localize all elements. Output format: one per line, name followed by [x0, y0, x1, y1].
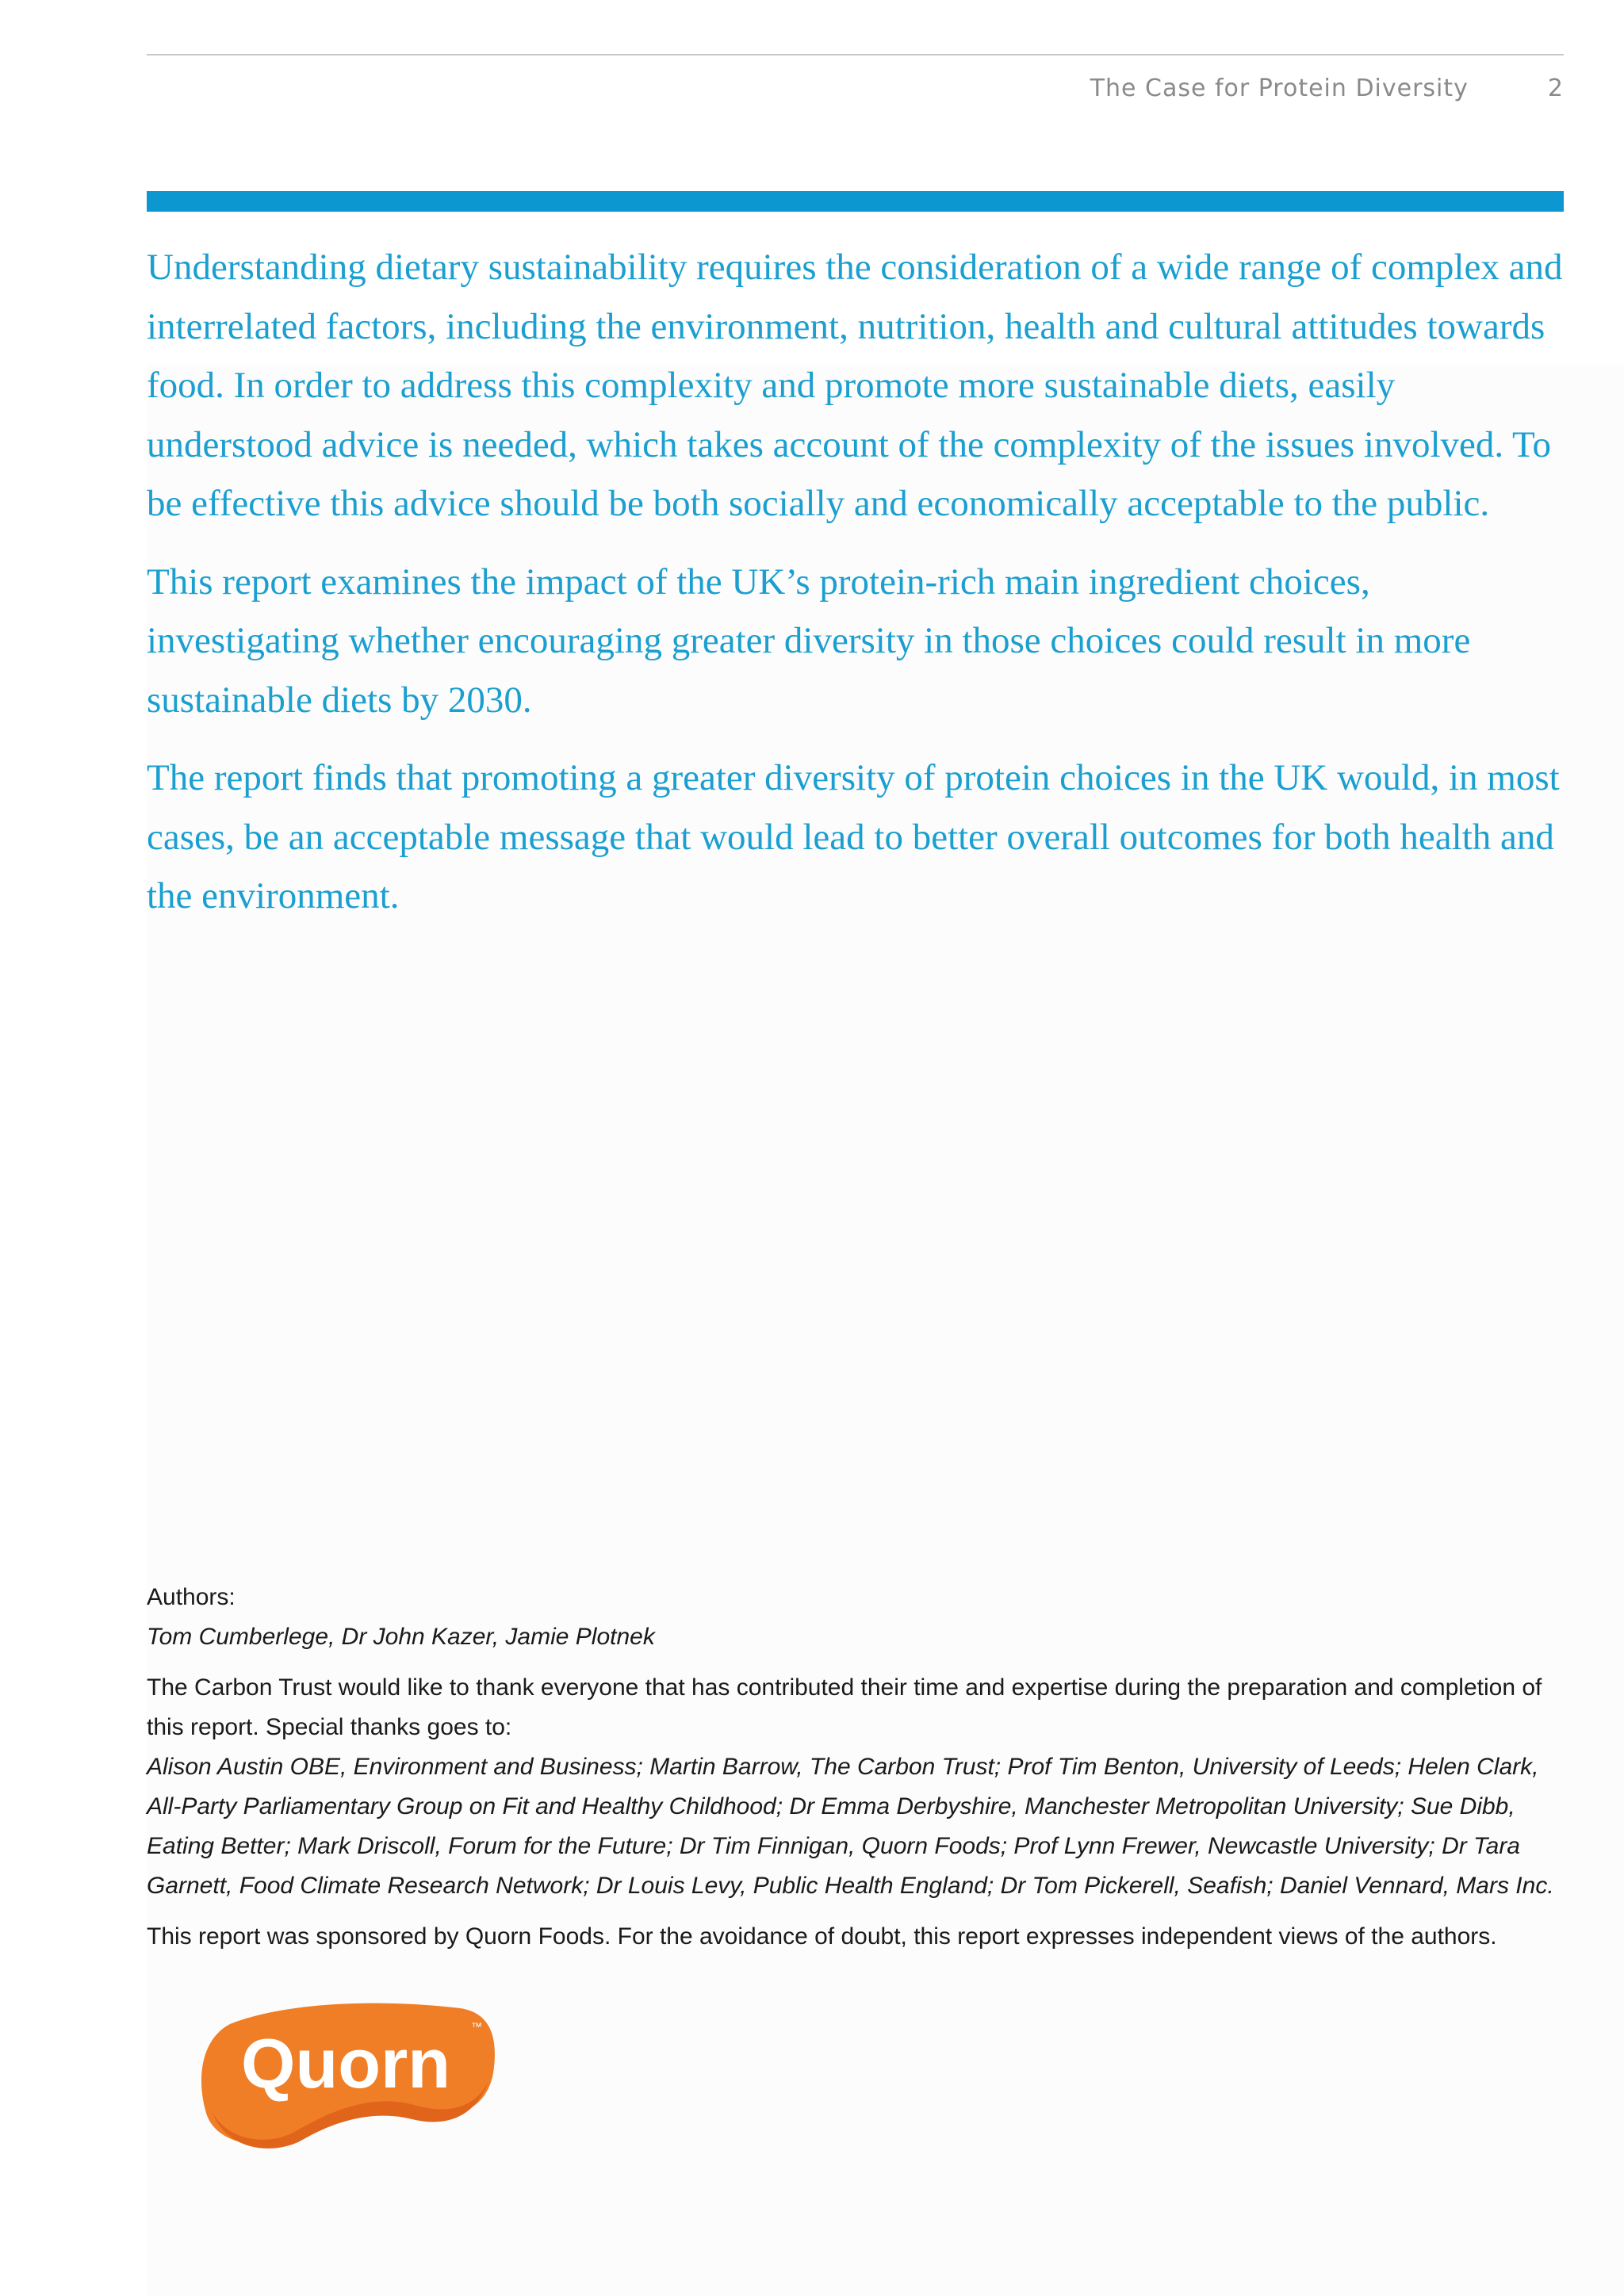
- running-header: [1090, 75, 1564, 102]
- sponsor-statement: This report was sponsored by Quorn Foods. For the avoidance of doubt, this report expresses independent views of the authors.: [147, 1923, 1497, 1950]
- intro-paragraph-3: The report finds that promoting a greater diversity of protein choices in the UK would, in most cases, be an acceptable message that would lead to better overall outcomes for both health and the environment.: [147, 757, 1560, 916]
- quorn-logo-icon: [198, 1994, 500, 2152]
- authors-label: Authors:: [147, 1584, 236, 1610]
- document-title: The Case for Protein Diversity: [1090, 75, 1469, 102]
- quorn-logo-svg: [198, 1994, 500, 2152]
- contributors-list: Alison Austin OBE, Environment and Business; Martin Barrow, The Carbon Trust; Prof Tim Benton, University of Leeds; Helen Clark, All-Party Parliamentary Group on Fit and Healthy Childhood; Dr Emma Derbyshire, Manchester Metropolitan University; Sue Dibb, Eating Better; Mark Driscoll, Forum for the Future; Dr Tim Finnigan, Quorn Foods; Prof Lynn Frewer, Newcastle University; Dr Tara Garnett, Food Climate Research Network; Dr Louis Levy, Public Health England; Dr Tom Pickerell, Seafish; Daniel Vennard, Mars Inc.: [147, 1754, 1554, 1899]
- page-number: 2: [1547, 75, 1564, 102]
- intro-paragraph-1: Understanding dietary sustainability requires the consideration of a wide range of complex and interrelated factors, including the environment, nutrition, health and cultural attitudes towards food. In order to address this complexity and promote more sustainable diets, easily understood advice is needed, which takes account of the complexity of the issues involved. To be effective this advice should be both socially and economically acceptable to the public.: [147, 247, 1563, 524]
- accent-bar: [147, 191, 1564, 212]
- thanks-text: The Carbon Trust would like to thank everyone that has contributed their time and expertise during the preparation and completion of this report. Special thanks goes to:: [147, 1674, 1542, 1740]
- header-rule: [147, 54, 1564, 55]
- intro-paragraph-2: This report examines the impact of the UK’s protein-rich main ingredient choices, investigating whether encouraging greater diversity in those choices could result in more sustainable diets by 2030.: [147, 561, 1471, 721]
- logo-trademark: ™: [471, 2020, 482, 2033]
- logo-wordmark: Quorn: [241, 2024, 450, 2103]
- credits-section: [147, 1578, 1566, 1957]
- authors-list: Tom Cumberlege, Dr John Kazer, Jamie Plotnek: [147, 1624, 655, 1650]
- intro-section: [147, 238, 1566, 945]
